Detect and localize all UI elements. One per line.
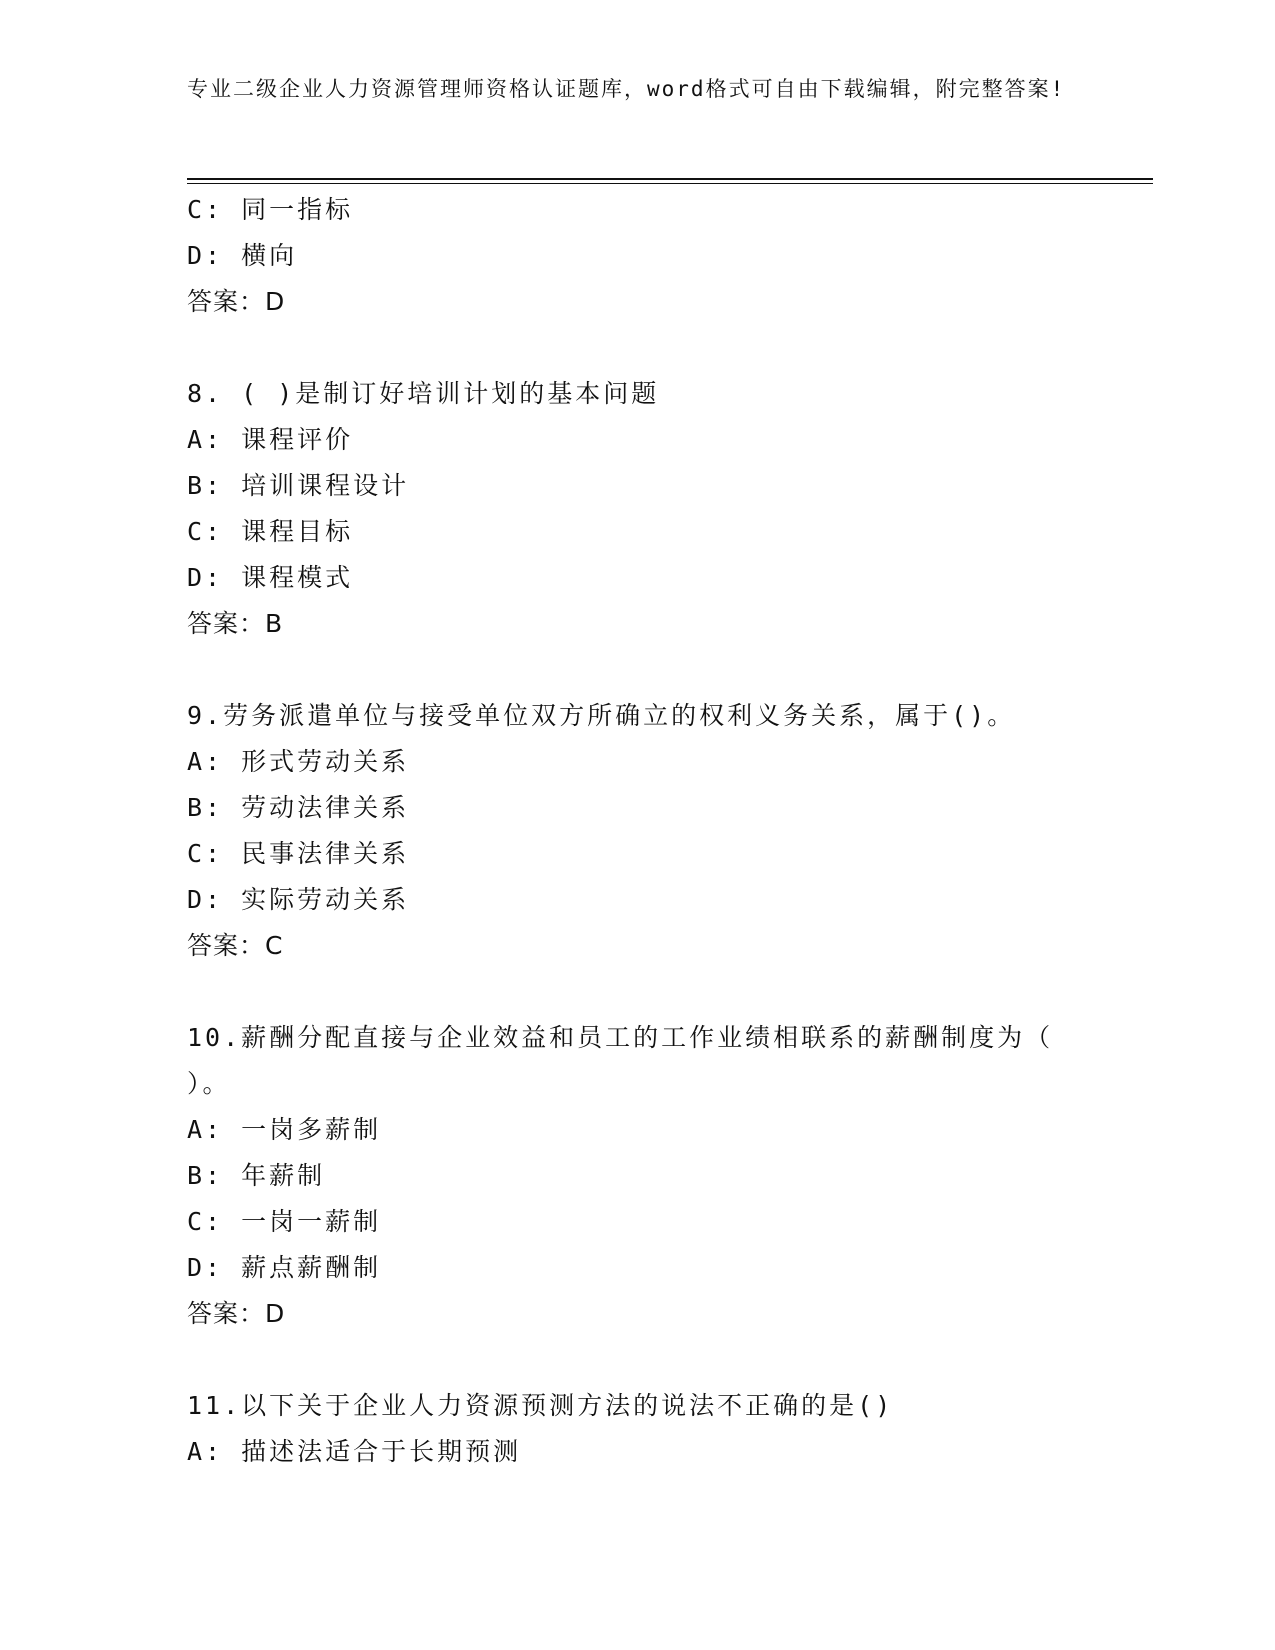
question-stem-line-2: ）。 — [187, 1069, 231, 1098]
carryover-block — [187, 187, 1087, 325]
option-b: B: 培训课程设计 — [187, 471, 410, 500]
option-c: C: 课程目标 — [187, 517, 354, 546]
option-d: D: 课程模式 — [187, 563, 354, 592]
option-c: C: 民事法律关系 — [187, 839, 410, 868]
question-stem-line-1: 10.薪酬分配直接与企业效益和员工的工作业绩相联系的薪酬制度为（ — [187, 1023, 1054, 1052]
answer-line: 答案：B — [187, 609, 284, 638]
option-a: A: 一岗多薪制 — [187, 1115, 382, 1144]
spacer — [187, 647, 1087, 693]
question-10 — [187, 1015, 1087, 1337]
answer-line: 答案：D — [187, 287, 286, 316]
question-11 — [187, 1383, 1087, 1475]
question-stem: 8. ( )是制订好培训计划的基本问题 — [187, 379, 660, 408]
option-b: B: 年薪制 — [187, 1161, 326, 1190]
question-list — [187, 187, 1087, 1475]
question-stem: 9.劳务派遣单位与接受单位双方所确立的权利义务关系，属于()。 — [187, 701, 1016, 730]
option-c: C: 一岗一薪制 — [187, 1207, 382, 1236]
option-d: D: 横向 — [187, 241, 298, 270]
answer-line: 答案：D — [187, 1299, 286, 1328]
option-c: C: 同一指标 — [187, 195, 354, 224]
header-rule-thick — [187, 178, 1153, 180]
spacer — [187, 325, 1087, 371]
option-d: D: 实际劳动关系 — [187, 885, 410, 914]
option-a: A: 描述法适合于长期预测 — [187, 1437, 522, 1466]
option-a: A: 课程评价 — [187, 425, 354, 454]
question-9 — [187, 693, 1087, 969]
option-d: D: 薪点薪酬制 — [187, 1253, 382, 1282]
document-header: 专业二级企业人力资源管理师资格认证题库，word格式可自由下载编辑，附完整答案! — [187, 77, 1066, 101]
header-rule-thin — [187, 183, 1153, 184]
spacer — [187, 1337, 1087, 1383]
question-stem: 11.以下关于企业人力资源预测方法的说法不正确的是() — [187, 1391, 894, 1420]
spacer — [187, 969, 1087, 1015]
question-8 — [187, 371, 1087, 647]
option-a: A: 形式劳动关系 — [187, 747, 410, 776]
answer-line: 答案：C — [187, 931, 284, 960]
option-b: B: 劳动法律关系 — [187, 793, 410, 822]
